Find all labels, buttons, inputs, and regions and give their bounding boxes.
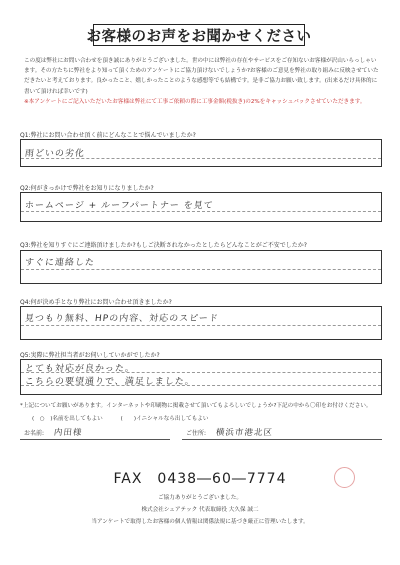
intro-text — [24, 56, 380, 107]
question-2-label: Q2:何がきっかけで弊社をお知りになりましたか? — [20, 185, 154, 192]
consent-option-name[interactable]: ( ○ )名前を出してもよい — [32, 416, 103, 422]
question-5-label: Q5:実際に弊社担当者がお伺いしていかがでしたか? — [20, 352, 160, 359]
consent-option-initial[interactable]: ( )イニシャルなら出してもよい — [120, 416, 209, 422]
footer-privacy: 当アンケートで取得したお客様の個人情報は関係法規に基づき厳正に管理いたします。 — [91, 519, 309, 525]
footer-thanks: ご協力ありがとうございました。 — [158, 495, 242, 501]
question-3-answer: すぐに連絡した — [24, 258, 96, 268]
question-1-answer: 雨どいの劣化 — [24, 149, 86, 159]
question-5-answer-box — [20, 359, 382, 395]
name-value: 内田様 — [53, 428, 83, 438]
address-value: 横浜市港北区 — [215, 428, 274, 438]
question-4-label: Q4:何が決め手となり弊社にお問い合わせ頂きましたか? — [20, 299, 172, 306]
question-2-answer-box — [20, 192, 382, 222]
question-3-label: Q3:弊社を知りすぐにご連絡頂けましたか?もしご決断されなかったとしたらどんなことがご不安でしたか? — [20, 242, 307, 249]
address-label: ご住所: — [186, 429, 207, 437]
question-4-answer-box — [20, 306, 382, 340]
ruled-line — [21, 325, 381, 326]
cashback-notice: ※本アンケートにご記入いただいたお客様は弊社にて工事ご依頼の際に工事金額(税抜き)の2%をキャッシュバックさせていただきます。 — [24, 98, 366, 105]
intro-paragraph: この度は弊社にお問い合わせを頂き誠にありがとうございました。世の中には弊社の存在やサービスをご存知ないお客様が沢山いらっしゃいます。その方たちに弊社をより知って頂くためのアンケートにご協力頂けないでしょうか?お客様のご意見を弊社の取り組みに反映させていただきたいと考えております。良かったこと、嬉しかったことのような感想等でも結構です。是非ご協力お願い致します。(出来るだけ具体的に書いて頂ければ幸いです) — [24, 58, 379, 95]
question-1-label: Q1:弊社にお問い合わせ頂く前にどんなことで悩んでいましたか? — [20, 132, 196, 139]
question-1-answer-box — [20, 139, 382, 167]
consent-section — [20, 402, 382, 424]
fax-number: FAX 0438―60―7774 — [113, 471, 287, 487]
consent-options — [20, 415, 382, 424]
consent-text: *上記についてお願いがあります。インターネットや印刷物に掲載させて頂いてもよろしいでしょうか?下記の中から〇印をお付けください。 — [20, 403, 372, 409]
name-field[interactable] — [20, 425, 170, 440]
address-field[interactable] — [182, 425, 382, 440]
ruled-line — [21, 211, 381, 212]
name-label: お名前: — [24, 429, 45, 437]
question-3-answer-box — [20, 250, 382, 284]
question-5-answer-line2: こちらの要望通りで、満足しました。 — [24, 377, 196, 387]
page-title: お客様のお声をお聞かせください — [93, 24, 305, 46]
question-5-answer-line1: とても対応が良かった。 — [24, 364, 136, 374]
question-4-answer: 見つもり無料、HPの内容、対応のスピード — [24, 314, 220, 324]
footer-company: 株式会社シェアテック 代表取締役 大久保 誠二 — [141, 507, 259, 513]
ruled-line — [21, 269, 381, 270]
stamp-circle — [334, 467, 355, 488]
question-2-answer: ホームページ + ルーフパートナー を見て — [24, 201, 215, 211]
